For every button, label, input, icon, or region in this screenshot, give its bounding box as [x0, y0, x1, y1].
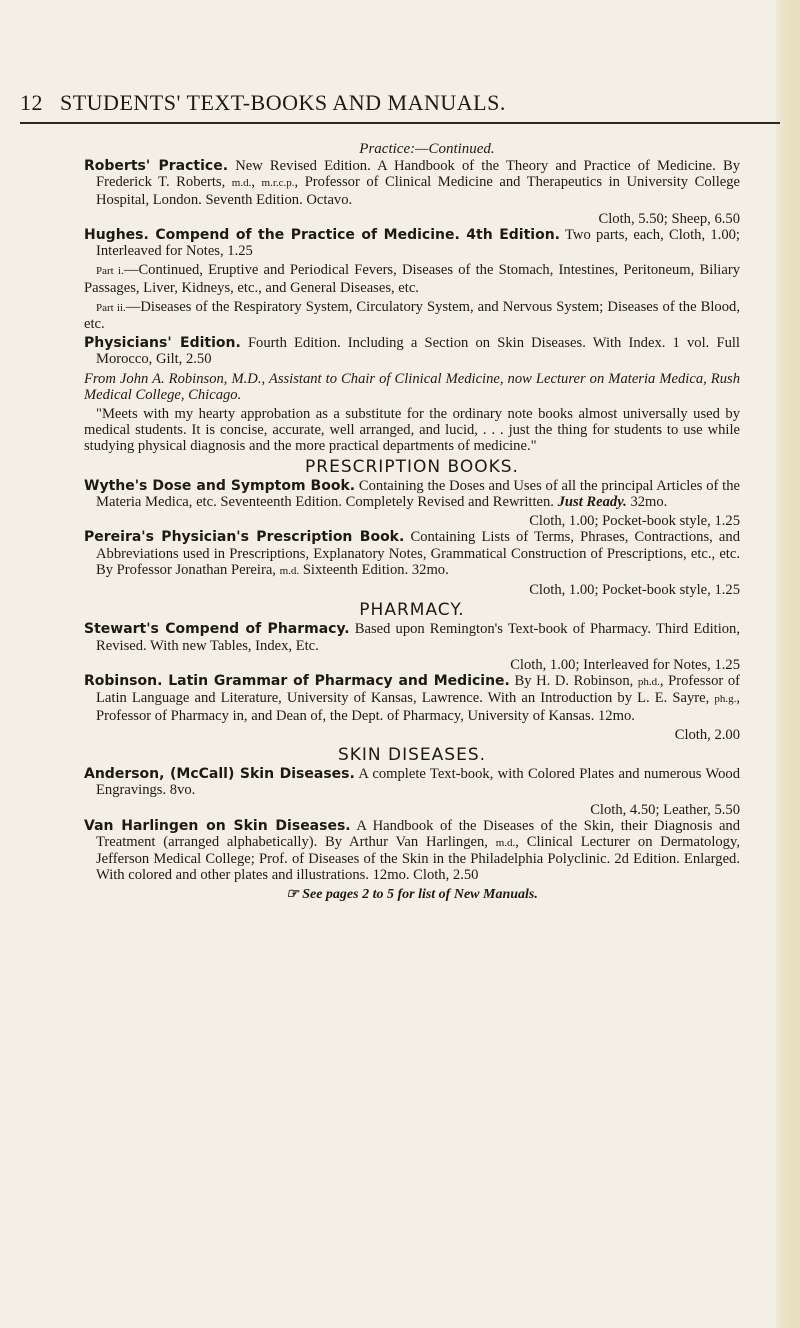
header-rule	[20, 122, 780, 124]
price-wythe: Cloth, 1.00; Pocket-book style, 1.25	[529, 513, 740, 530]
footer-note: ☞ See pages 2 to 5 for list of New Manuals.	[286, 886, 538, 902]
entry-head: Van Harlingen on Skin Diseases.	[84, 817, 351, 834]
section-prescription-books: PRESCRIPTION BOOKS.	[305, 456, 519, 477]
pointing-hand-icon: ☞	[286, 886, 299, 902]
page-edge	[776, 0, 800, 1328]
section-skin-diseases: SKIN DISEASES.	[337, 744, 487, 765]
entry-head: Physicians' Edition.	[84, 335, 241, 352]
entry-head: Pereira's Physician's Prescription Book.	[84, 529, 405, 546]
entry-head: Hughes. Compend of the Practice of Medicine. 4th Edition.	[84, 227, 560, 244]
entry-pereira: Pereira's Physician's Prescription Book. Containing Lists of Terms, Phrases, Contractions, and Abbreviations used in Prescriptions, Explanatory Notes, Grammatical Construction of Prescriptions, etc., etc. By Professor Jonathan Pereira, m.d. Sixteenth Edition. 32mo.	[84, 529, 741, 578]
endorsement-source: From John A. Robinson, M.D., Assistant to Chair of Clinical Medicine, now Lecturer on Materia Medica, Rush Medical College, Chicago.	[84, 370, 740, 403]
entry-head: Anderson, (McCall) Skin Diseases.	[84, 766, 355, 783]
entry-head: Stewart's Compend of Pharmacy.	[84, 621, 350, 638]
entry-hughes: Hughes. Compend of the Practice of Medicine. 4th Edition. Two parts, each, Cloth, 1.00; Interleaved for Notes, 1.25	[84, 227, 740, 260]
price-stewart: Cloth, 1.00; Interleaved for Notes, 1.25	[510, 656, 740, 673]
entry-head: Roberts' Practice.	[84, 158, 229, 175]
entry-head: Robinson. Latin Grammar of Pharmacy and Medicine.	[84, 673, 510, 690]
page-number: 12	[20, 90, 43, 115]
entry-robinson: Robinson. Latin Grammar of Pharmacy and Medicine. By H. D. Robinson, ph.d., Professor of Latin Language and Literature, University of Kansas, Lawrence. With an Introduction by L. E. Sayre, ph.g., Professor of Pharmacy in, and Dean of, the Dept. of Pharmacy, University of Kansas. 12mo.	[84, 673, 741, 724]
page-content	[84, 141, 740, 903]
section-pharmacy: PHARMACY.	[359, 600, 465, 621]
continued-heading: Practice:—Continued.	[359, 141, 495, 157]
entry-part-1: Part i.—Continued, Eruptive and Periodical Fevers, Diseases of the Stomach, Intestines, Peritoneum, Biliary Passages, Liver, Kidneys, etc., and General Diseases, etc.	[84, 262, 740, 296]
endorsement-quote: "Meets with my hearty approbation as a substitute for the ordinary note books almost universally used by medical students. It is concise, accurate, well arranged, and lucid, . . . just the thing for students to use while studying physical diagnosis and the more practical departments of medicine."	[84, 406, 740, 455]
running-head	[20, 90, 780, 120]
page-title: STUDENTS' TEXT-BOOKS AND MANUALS.	[60, 90, 506, 115]
entry-part-2: Part ii.—Diseases of the Respiratory System, Circulatory System, and Nervous System; Diseases of the Blood, etc.	[84, 298, 740, 333]
entry-stewart: Stewart's Compend of Pharmacy. Based upon Remington's Text-book of Pharmacy. Third Edition, Revised. With new Tables, Index, Etc.	[84, 621, 741, 654]
entry-anderson: Anderson, (McCall) Skin Diseases. A complete Text-book, with Colored Plates and numerous Wood Engravings. 8vo.	[84, 766, 740, 799]
price-pereira: Cloth, 1.00; Pocket-book style, 1.25	[529, 582, 740, 599]
entry-van-harlingen: Van Harlingen on Skin Diseases. A Handbook of the Diseases of the Skin, their Diagnosis and Treatment (arranged alphabetically). By Arthur Van Harlingen, m.d., Clinical Lecturer on Dermatology, Jefferson Medical College; Prof. of Diseases of the Skin in the Philadelphia Polyclinic. 2d Edition. Enlarged. With colored and other plates and illustrations. 12mo. Cloth, 2.50	[84, 817, 741, 884]
price-roberts: Cloth, 5.50; Sheep, 6.50	[598, 210, 740, 227]
entry-head: Wythe's Dose and Symptom Book.	[84, 477, 356, 494]
entry-roberts: Roberts' Practice. New Revised Edition. A Handbook of the Theory and Practice of Medicine. By Frederick T. Roberts, m.d., m.r.c.p., Professor of Clinical Medicine and Therapeutics in University College Hospital, London. Seventh Edition. Octavo.	[84, 158, 741, 208]
entry-wythe: Wythe's Dose and Symptom Book. Containing the Doses and Uses of all the principal Articles of the Materia Medica, etc. Seventeenth Edition. Completely Revised and Rewritten. Just Ready. 32mo.	[84, 477, 740, 511]
price-robinson: Cloth, 2.00	[674, 726, 740, 743]
entry-physicians-edition: Physicians' Edition. Fourth Edition. Including a Section on Skin Diseases. With Index. 1 vol. Full Morocco, Gilt, 2.50	[84, 335, 740, 368]
price-anderson: Cloth, 4.50; Leather, 5.50	[590, 801, 740, 818]
